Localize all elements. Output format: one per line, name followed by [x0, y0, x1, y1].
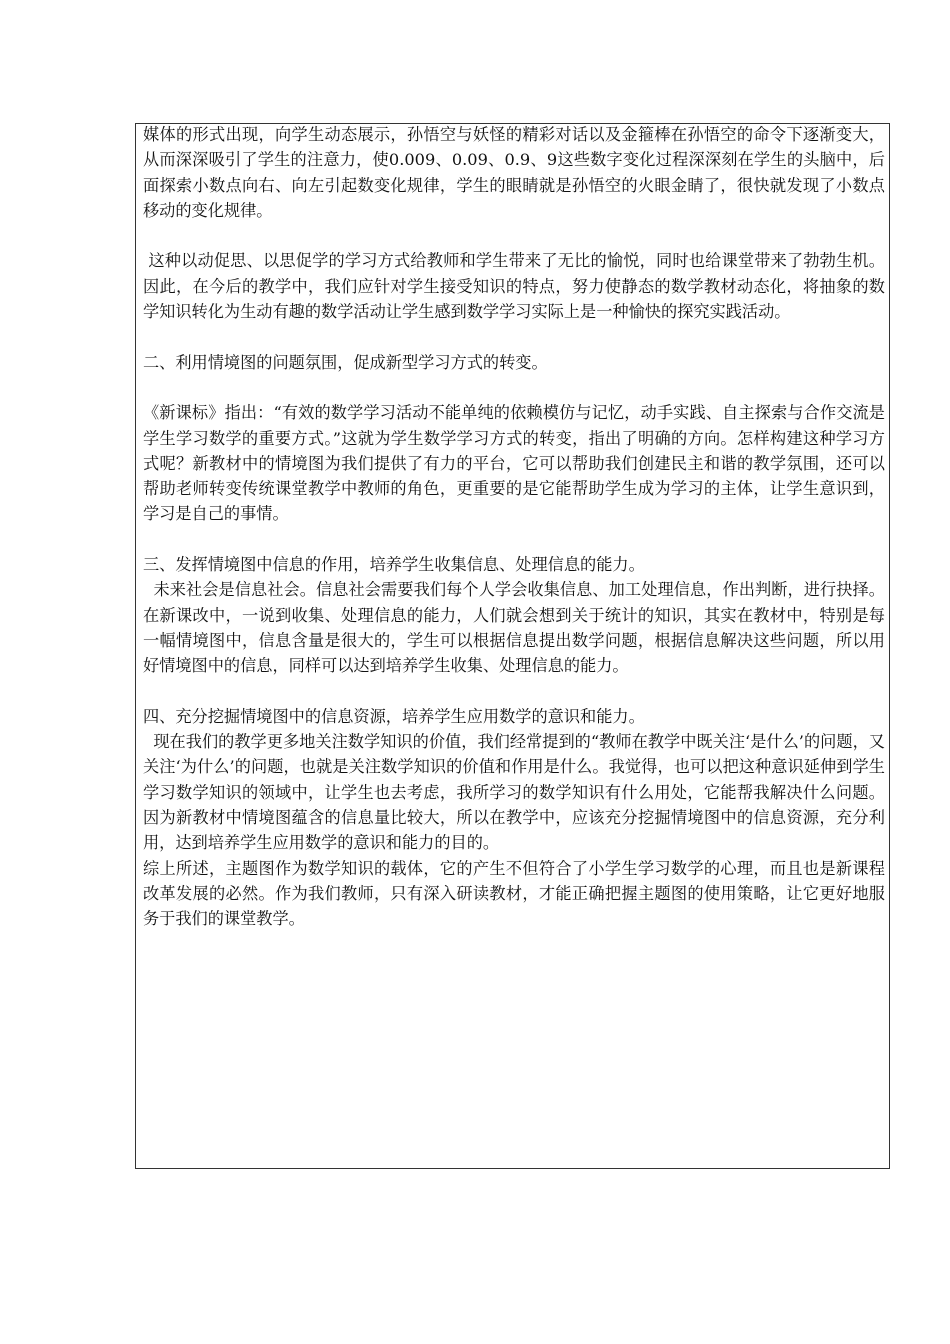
paragraph-math-value: 现在我们的教学更多地关注数学知识的价值，我们经常提到的“教师在教学中既关注‘是什么’的问题，又关注‘为什么’的问题，也就是关注数学知识的价值和作用是什么。我觉得，也可以把这种意识延伸到学生学习数学知识的领域中，让学生也去考虑，我所学习的数学知识有什么用处，它能帮我解决什么问题。因为新教材中情境图蕴含的信息量比较大，所以在教学中，应该充分挖掘情境图中的信息资源，充分利用，达到培养学生应用数学的意识和能力的目的。 [143, 732, 885, 853]
paragraph-new-curriculum: 《新课标》指出：“有效的数学学习活动不能单纯的依赖模仿与记忆，动手实践、自主探索与合作交流是学生学习数学的重要方式。”这就为学生数学学习方式的转变，指出了明确的方向。怎样构建这种学习方式呢？新教材中的情境图为我们提供了有力的平台，它可以帮助我们创建民主和谐的教学氛围，还可以帮助老师转变传统课堂教学中教师的角色，更重要的是它能帮助学生成为学习的主体，让学生意识到，学习是自己的事情。 [143, 403, 885, 524]
section-heading-3: 三、发挥情境图中信息的作用，培养学生收集信息、处理信息的能力。 [143, 555, 645, 575]
document-body [143, 122, 885, 932]
paragraph-spacer [143, 223, 885, 248]
paragraph-active-learning: 这种以动促思、以思促学的学习方式给教师和学生带来了无比的愉悦，同时也给课堂带来了勃勃生机。因此，在今后的教学中，我们应针对学生接受知识的特点，努力使静态的数学教材动态化，将抽象的数学知识转化为生动有趣的数学活动让学生感到数学学习实际上是一种愉快的探究实践活动。 [143, 251, 885, 322]
paragraph-media-intro: 媒体的形式出现，向学生动态展示，孙悟空与妖怪的精彩对话以及金箍棒在孙悟空的命令下逐渐变大，从而深深吸引了学生的注意力，使0.009、0.09、0.9、9这些数字变化过程深深刻在学生的头脑中，后面探索小数点向右、向左引起数变化规律，学生的眼睛就是孙悟空的火眼金睛了，很快就发现了小数点移动的变化规律。 [143, 125, 885, 220]
paragraph-information-society: 未来社会是信息社会。信息社会需要我们每个人学会收集信息、加工处理信息，作出判断，进行抉择。在新课改中，一说到收集、处理信息的能力，人们就会想到关于统计的知识，其实在教材中，特别是每一幅情境图中，信息含量是很大的，学生可以根据信息提出数学问题，根据信息解决这些问题，所以用好情境图中的信息，同样可以达到培养学生收集、处理信息的能力。 [143, 580, 885, 676]
paragraph-spacer [143, 324, 885, 349]
paragraph-spacer [143, 375, 885, 400]
paragraph-spacer [143, 679, 885, 704]
paragraph-conclusion: 综上所述，主题图作为数学知识的载体，它的产生不但符合了小学生学习数学的心理，而且也是新课程改革发展的必然。作为我们教师，只有深入研读教材，才能正确把握主题图的使用策略，让它更好地服务于我们的课堂教学。 [143, 858, 885, 929]
paragraph-spacer [143, 527, 885, 552]
section-heading-2: 二、利用情境图的问题氛围，促成新型学习方式的转变。 [143, 352, 548, 372]
section-heading-4: 四、充分挖掘情境图中的信息资源，培养学生应用数学的意识和能力。 [143, 706, 645, 726]
